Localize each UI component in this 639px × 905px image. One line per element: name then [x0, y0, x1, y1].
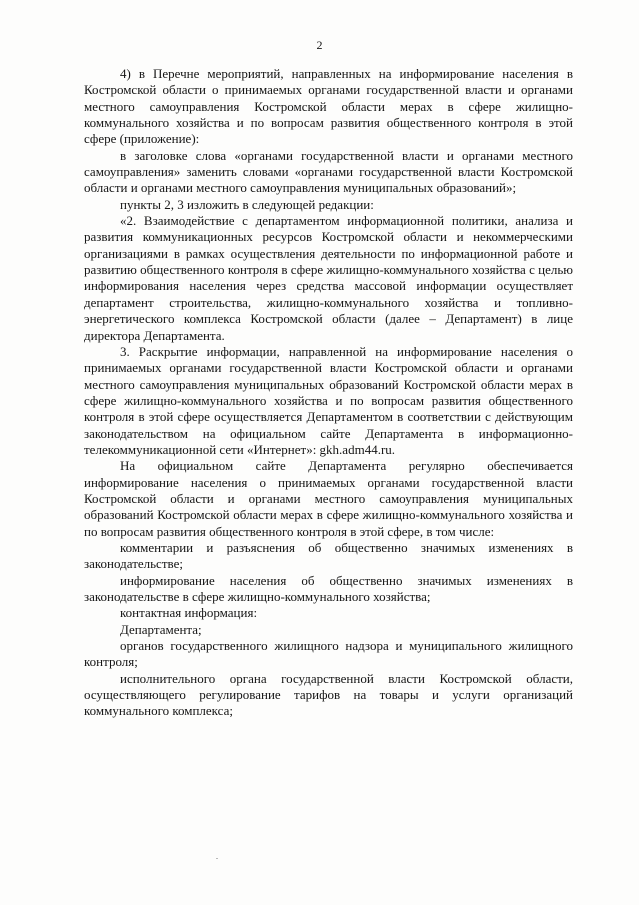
list-item-comments: комментарии и разъяснения об общественно значимых изменениях в законодательстве;: [84, 539, 573, 572]
paragraph-point-3: 3. Раскрытие информации, направленной на информирование населения о принимаемых органами государственной власти Костромской области и органами местного самоуправления муниципальных образований Костромской области мерах в сфере жилищно-коммунального хозяйства и по вопросам развития общественного контроля в этой сфере осуществляется Департаментом в соответствии с действующим законодательством на официальном сайте Департамента в информационно-телекоммуникационной сети «Интернет»: gkh.adm44.ru.: [84, 343, 573, 457]
list-item-informing: информирование населения об общественно значимых изменениях в законодательстве в сфере жилищно-коммунального хозяйства;: [84, 572, 573, 604]
paragraph-website-info: На официальном сайте Департамента регулярно обеспечивается информирование населения о принимаемых органами государственной власти Костромской области и органами местного самоуправления муниципальных образований Костромской области мерах в сфере жилищно-коммунального хозяйства и по вопросам развития общественного контроля в этой сфере, в том числе:: [84, 458, 573, 539]
list-item-tariff-regulator: исполнительного органа государственной власти Костромской области, осуществляющего регулирование тарифов на товары и услуги организаций коммунального комплекса;: [84, 670, 573, 719]
paragraph-item-4-intro: 4) в Перечне мероприятий, направленных на информирование населения в Костромской области о принимаемых органами государственной власти и органами местного самоуправления Костромской области мерах в сфере жилищно-коммунального хозяйства и по вопросам развития общественного контроля в этой сфере (приложение):: [84, 66, 573, 147]
paragraph-point-2: «2. Взаимодействие с департаментом информационной политики, анализа и развития коммуникационных ресурсов Костромской области и некоммерческими организациями в рамках осуществления деятельности по информационной работе и развитию общественного контроля в сфере жилищно-коммунального хозяйства с целью информирования населения через средства массовой информации осуществляет департамент строительства, жилищно-коммунального хозяйства и топливно-энергетического комплекса Костромской области (далее – Департамент) в лице директора Департамента.: [84, 213, 573, 343]
list-item-housing-control: органов государственного жилищного надзора и муниципального жилищного контроля;: [84, 638, 573, 670]
list-item-contacts: контактная информация:: [120, 605, 258, 621]
paragraph-points-intro: пункты 2, 3 изложить в следующей редакции:: [120, 196, 374, 212]
paragraph-title-change: в заголовке слова «органами государственной власти и органами местного самоуправления» заменить словами «органами государственной власти Костромской области и органами местного самоуправления муниципальных образований»;: [84, 147, 573, 196]
scan-dust-mark: [216, 858, 218, 859]
document-body: [84, 66, 573, 720]
page-number: 2: [316, 38, 323, 52]
list-item-department: Департамента;: [120, 621, 202, 637]
